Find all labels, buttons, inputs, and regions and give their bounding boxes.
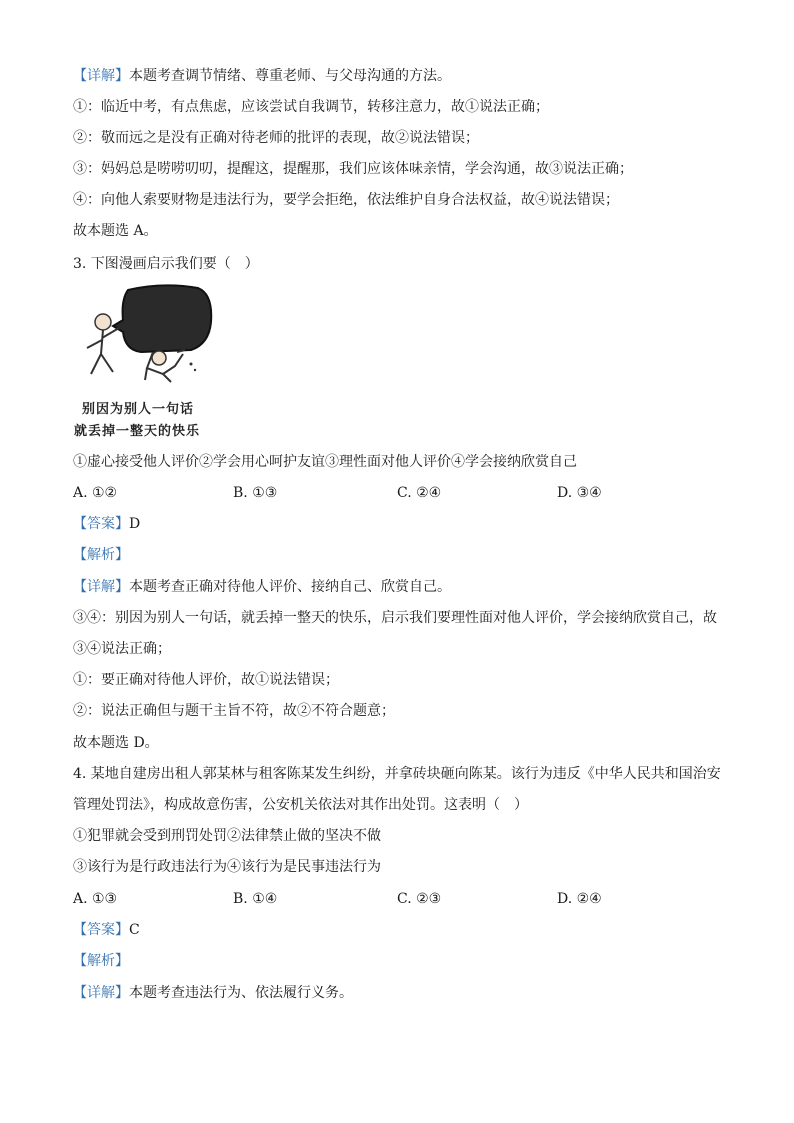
q3-option-d: D. ③④ — [557, 485, 602, 501]
q4-option-b: B. ①④ — [233, 891, 278, 907]
detail-tag: 【详解】 — [73, 985, 129, 1001]
q3-option-b: B. ①③ — [233, 485, 278, 501]
detail-tag: 【详解】 — [73, 68, 129, 84]
detail-text: 本题考查调节情绪、尊重老师、与父母沟通的方法。 — [129, 68, 451, 84]
q3-analysis-tag: 【解析】 — [73, 547, 129, 563]
q3-analysis-line-3: ①：要正确对待他人评价，故①说法错误； — [73, 672, 339, 688]
q3-analysis-line-1: ③④：别因为别人一句话，就丢掉一整天的快乐，启示我们要理性面对他人评价，学会接纳欣赏自己，故 — [73, 610, 717, 626]
q2-analysis-line-4: ④：向他人索要财物是违法行为，要学会拒绝，依法维护自身合法权益，故④说法错误； — [73, 192, 619, 208]
q2-conclusion: 故本题选 A。 — [73, 223, 158, 239]
cartoon-image — [73, 282, 223, 442]
q2-analysis-line-2: ②：敬而远之是没有正确对待老师的批评的表现，故②说法错误； — [73, 130, 479, 146]
answer-tag: 【答案】 — [73, 516, 129, 532]
q2-detail-line — [73, 66, 451, 86]
q3-answer — [73, 514, 140, 534]
q4-option-c: C. ②③ — [397, 891, 442, 907]
q4-option-d: D. ②④ — [557, 891, 602, 907]
cartoon-caption-line-1: 别因为别人一句话 — [82, 402, 195, 417]
q3-option-a: A. ①② — [73, 485, 118, 501]
q3-conclusion: 故本题选 D。 — [73, 735, 159, 751]
answer-value: C — [129, 922, 140, 938]
q3-detail-line — [73, 577, 451, 597]
q3-analysis-line-2: ③④说法正确； — [73, 641, 171, 657]
q4-analysis-tag: 【解析】 — [73, 953, 129, 969]
q4-option-a: A. ①③ — [73, 891, 118, 907]
q4-statements-line-2: ③该行为是行政违法行为④该行为是民事违法行为 — [73, 859, 381, 875]
q2-analysis-line-3: ③：妈妈总是唠唠叨叨，提醒这，提醒那，我们应该体味亲情，学会沟通，故③说法正确； — [73, 161, 633, 177]
detail-text: 本题考查违法行为、依法履行义务。 — [129, 985, 353, 1001]
q4-stem-line-2: 管理处罚法》，构成故意伤害，公安机关依法对其作出处罚。这表明（ ） — [73, 797, 528, 813]
q3-stem: 3. 下图漫画启示我们要（ ） — [73, 256, 259, 272]
q3-statements: ①虚心接受他人评价②学会用心呵护友谊③理性面对他人评价④学会接纳欣赏自己 — [73, 454, 577, 470]
detail-tag: 【详解】 — [73, 579, 129, 595]
q2-analysis-line-1: ①：临近中考，有点焦虑，应该尝试自我调节，转移注意力，故①说法正确； — [73, 99, 549, 115]
q3-analysis-line-4: ②：说法正确但与题干主旨不符，故②不符合题意； — [73, 703, 395, 719]
cartoon-caption-line-2: 就丢掉一整天的快乐 — [74, 424, 201, 439]
q3-option-c: C. ②④ — [397, 485, 442, 501]
answer-value: D — [129, 516, 141, 532]
q4-stem-line-1: 4. 某地自建房出租人郭某林与租客陈某发生纠纷，并拿砖块砸向陈某。该行为违反《中华人民共和国治安 — [73, 766, 721, 782]
q4-detail-line — [73, 983, 353, 1003]
answer-tag: 【答案】 — [73, 922, 129, 938]
q4-statements-line-1: ①犯罪就会受到刑罚处罚②法律禁止做的坚决不做 — [73, 828, 381, 844]
detail-text: 本题考查正确对待他人评价、接纳自己、欣赏自己。 — [129, 579, 451, 595]
q4-answer — [73, 920, 140, 940]
